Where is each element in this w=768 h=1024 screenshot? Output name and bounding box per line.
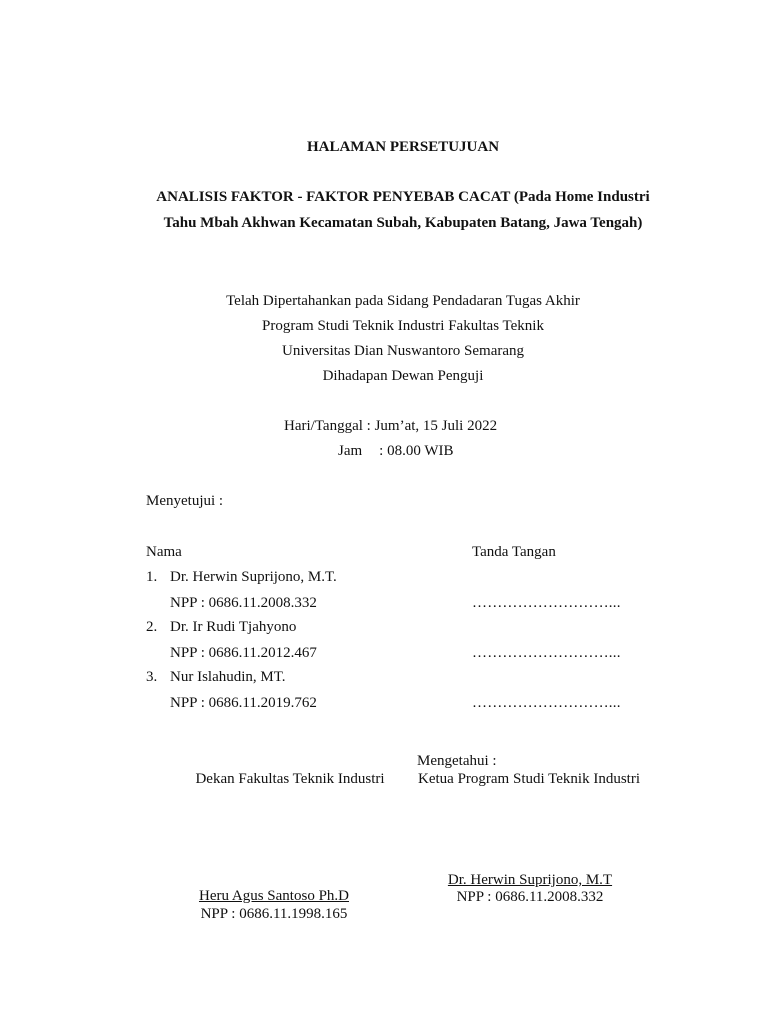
defense-line-3: Universitas Dian Nuswantoro Semarang — [281, 343, 525, 359]
acknowledge-label: Mengetahui : — [417, 753, 497, 769]
thesis-title: ANALISIS FAKTOR - FAKTOR PENYEBAB CACAT (Pada Home Industri Tahu Mbah Akhwan Kecamatan Subah, Kabupaten Batang, Jawa Tengah) — [156, 189, 650, 231]
examiner-number: 2. — [146, 619, 158, 635]
signature-line: ………………………... — [472, 595, 621, 611]
page-heading: HALAMAN PERSETUJUAN — [306, 139, 500, 155]
column-header-name: Nama — [146, 544, 182, 560]
defense-line-1: Telah Dipertahankan pada Sidang Pendadaran Tugas Akhir — [226, 293, 580, 309]
defense-line-4: Dihadapan Dewan Penguji — [322, 368, 484, 384]
examiner-name: Dr. Ir Rudi Tjahyono — [170, 619, 297, 635]
signature-line: ………………………... — [472, 645, 621, 661]
examiner-number: 1. — [146, 569, 158, 585]
column-header-signature: Tanda Tangan — [472, 544, 556, 560]
dean-name — [174, 887, 374, 905]
dean-title: Dekan Fakultas Teknik Industri — [195, 771, 385, 787]
head-of-program-npp: NPP : 0686.11.2008.332 — [456, 889, 604, 905]
time-value: : 08.00 WIB — [379, 443, 454, 459]
head-of-program-name-text: Dr. Herwin Suprijono, M.T — [447, 872, 613, 888]
head-of-program-name — [400, 871, 660, 889]
dean-npp: NPP : 0686.11.1998.165 — [200, 906, 348, 922]
examiner-npp: NPP : 0686.11.2019.762 — [170, 695, 317, 711]
signature-line: ………………………... — [472, 695, 621, 711]
approval-label: Menyetujui : — [146, 493, 224, 509]
examiner-npp: NPP : 0686.11.2012.467 — [170, 645, 317, 661]
examiner-name: Dr. Herwin Suprijono, M.T. — [170, 569, 337, 585]
examiner-number: 3. — [146, 669, 158, 685]
time-label: Jam — [338, 443, 363, 459]
schedule-date: Hari/Tanggal : Jum’at, 15 Juli 2022 — [284, 418, 498, 434]
head-of-program-title: Ketua Program Studi Teknik Industri — [418, 771, 640, 787]
schedule-time — [338, 442, 453, 460]
dean-name-text: Heru Agus Santoso Ph.D — [198, 888, 349, 904]
defense-line-2: Program Studi Teknik Industri Fakultas Teknik — [262, 318, 544, 334]
examiner-npp: NPP : 0686.11.2008.332 — [170, 595, 317, 611]
examiner-name: Nur Islahudin, MT. — [170, 669, 286, 685]
